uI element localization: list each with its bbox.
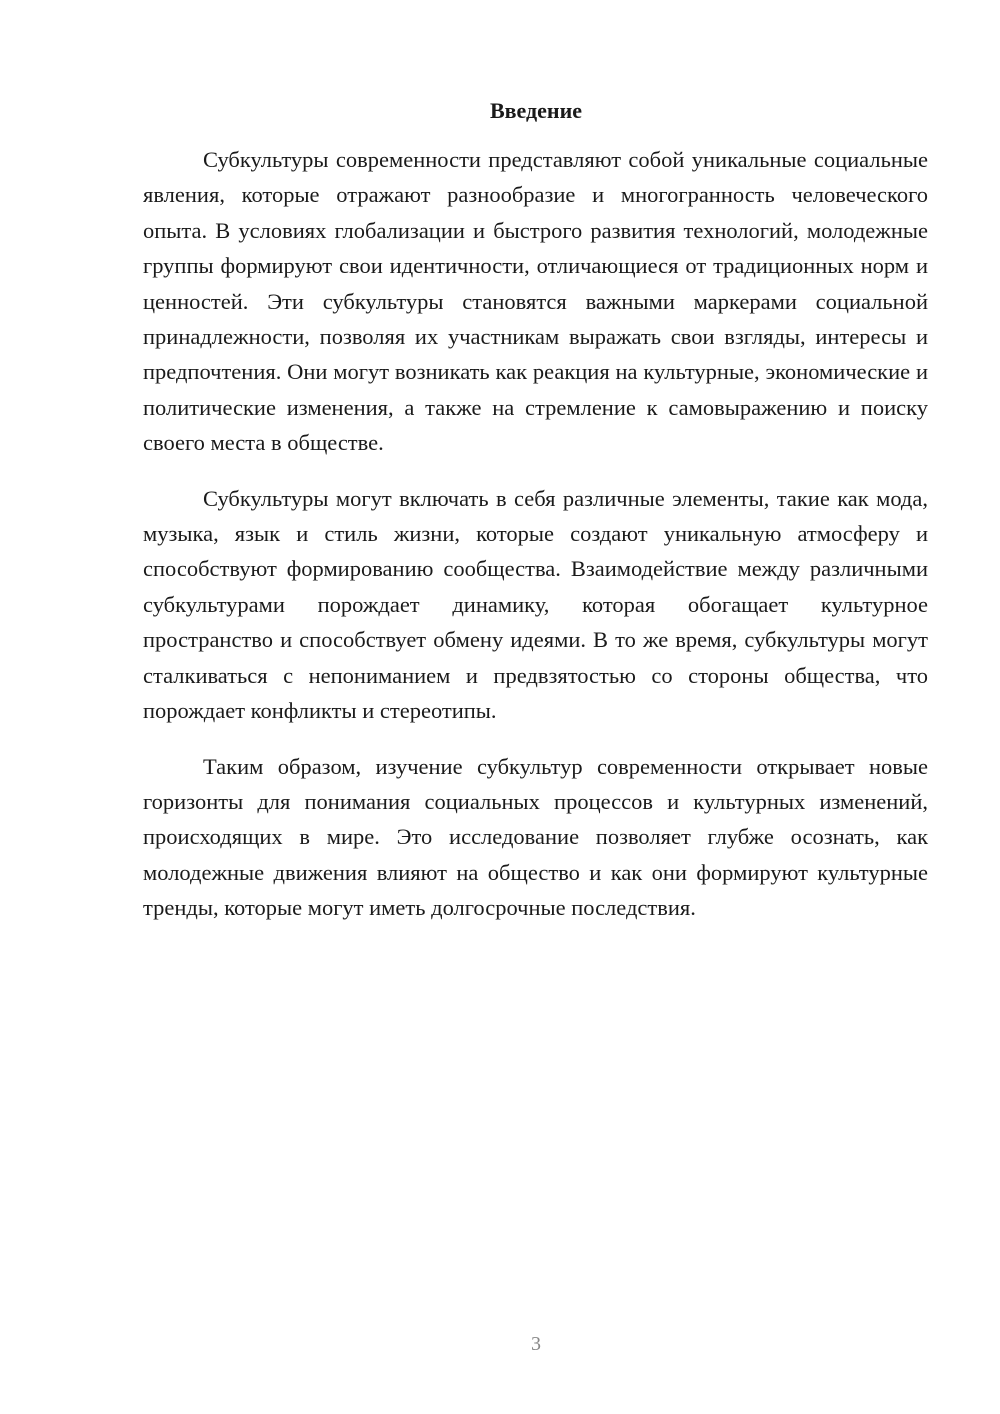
paragraph-3: Таким образом, изучение субкультур современности открывает новые горизонты для понимания социальных процессов и культурных изменений, происходящих в мире. Это исследование позволяет глубже осознать, как молодежные движения влияют на общество и как они формируют культурные тренды, которые могут иметь долгосрочные последствия.	[143, 753, 928, 921]
page-number: 3	[531, 1333, 541, 1355]
paragraph-1: Субкультуры современности представляют собой уникальные социальные явления, которые отражают разнообразие и многогранность человеческого опыта. В условиях глобализации и быстрого развития технологий, молодежные группы формируют свои идентичности, отличающиеся от традиционных норм и ценностей. Эти субкультуры становятся важными маркерами социальной принадлежности, позволяя их участникам выражать свои взгляды, интересы и предпочтения. Они могут возникать как реакция на культурные, экономические и политические изменения, а также на стремление к самовыражению и поиску своего места в обществе.	[143, 147, 928, 456]
body-text	[143, 142, 928, 946]
section-heading: Введение	[489, 98, 583, 123]
paragraph-2: Субкультуры могут включать в себя различные элементы, такие как мода, музыка, язык и стиль жизни, которые создают уникальную атмосферу и способствуют формированию сообщества. Взаимодействие между различными субкультурами порождает динамику, которая обогащает культурное пространство и способствует обмену идеями. В то же время, субкультуры могут сталкиваться с непониманием и предвзятостью со стороны общества, что порождает конфликты и стереотипы.	[143, 485, 928, 724]
